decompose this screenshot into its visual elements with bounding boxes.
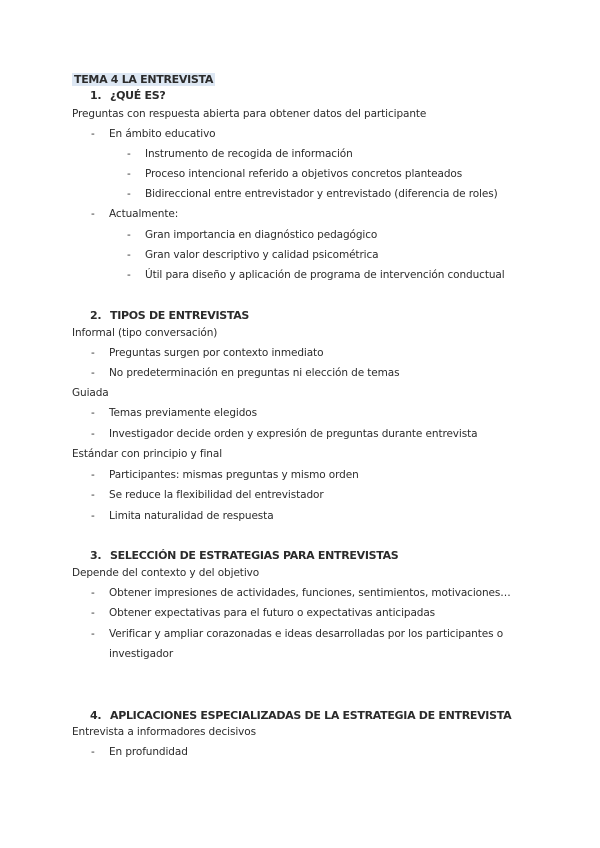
dash-bullet: - — [91, 510, 95, 522]
section-title: ¿QUÉ ES? — [110, 89, 166, 102]
list-item: Obtener expectativas para el futuro o expectativas anticipadas — [109, 607, 436, 619]
dash-bullet: - — [91, 208, 95, 220]
subsection-label: Estándar con principio y final — [72, 448, 223, 460]
dash-bullet: - — [91, 367, 95, 379]
list-item-continuation: investigador — [109, 648, 174, 660]
list-item: Útil para diseño y aplicación de programa de intervención conductual — [145, 269, 505, 281]
list-item: Investigador decide orden y expresión de preguntas durante entrevista — [109, 428, 478, 440]
list-item-ambito: En ámbito educativo — [109, 128, 216, 140]
dash-bullet: - — [127, 188, 131, 200]
section-title: TIPOS DE ENTREVISTAS — [110, 309, 250, 322]
list-item: Se reduce la flexibilidad del entrevistador — [109, 489, 324, 501]
dash-bullet: - — [127, 148, 131, 160]
dash-bullet: - — [91, 489, 95, 501]
section-1-intro: Preguntas con respuesta abierta para obtener datos del participante — [72, 108, 427, 120]
dash-bullet: - — [91, 628, 95, 640]
dash-bullet: - — [91, 347, 95, 359]
list-item: Proceso intencional referido a objetivos concretos planteados — [145, 168, 463, 180]
page-title: TEMA 4 LA ENTREVISTA — [74, 73, 214, 86]
section-4-intro: Entrevista a informadores decisivos — [72, 726, 256, 738]
dash-bullet: - — [127, 249, 131, 261]
section-number: 4. — [90, 709, 102, 722]
list-item: Verificar y ampliar corazonadas e ideas desarrolladas por los participantes o — [109, 628, 504, 640]
dash-bullet: - — [91, 428, 95, 440]
section-number: 3. — [90, 549, 102, 562]
list-item: Limita naturalidad de respuesta — [109, 510, 274, 522]
list-item-actual: Actualmente: — [109, 208, 179, 220]
list-item: Bidireccional entre entrevistador y entrevistado (diferencia de roles) — [145, 188, 498, 200]
section-title: SELECCIÓN DE ESTRATEGIAS PARA ENTREVISTAS — [110, 549, 399, 562]
section-1-heading — [90, 89, 165, 102]
dash-bullet: - — [91, 607, 95, 619]
section-title: APLICACIONES ESPECIALIZADAS DE LA ESTRATEGIA DE ENTREVISTA — [110, 709, 512, 722]
dash-bullet: - — [91, 407, 95, 419]
dash-bullet: - — [127, 229, 131, 241]
subsection-label: Informal (tipo conversación) — [72, 327, 218, 339]
dash-bullet: - — [91, 746, 95, 758]
list-item: En profundidad — [109, 746, 188, 758]
section-3-intro: Depende del contexto y del objetivo — [72, 567, 260, 579]
section-2-heading — [90, 309, 249, 322]
section-number: 2. — [90, 309, 102, 322]
section-4-heading — [90, 709, 511, 722]
list-item: Participantes: mismas preguntas y mismo orden — [109, 469, 359, 481]
dash-bullet: - — [127, 269, 131, 281]
list-item: Preguntas surgen por contexto inmediato — [109, 347, 324, 359]
list-item: Gran importancia en diagnóstico pedagógico — [145, 229, 378, 241]
subsection-label: Guiada — [72, 387, 109, 399]
list-item: Gran valor descriptivo y calidad psicométrica — [145, 249, 379, 261]
section-3-heading — [90, 549, 398, 562]
list-item: Instrumento de recogida de información — [145, 148, 353, 160]
list-item: Obtener impresiones de actividades, funciones, sentimientos, motivaciones… — [109, 587, 511, 599]
dash-bullet: - — [127, 168, 131, 180]
list-item: Temas previamente elegidos — [109, 407, 257, 419]
dash-bullet: - — [91, 469, 95, 481]
dash-bullet: - — [91, 587, 95, 599]
dash-bullet: - — [91, 128, 95, 140]
list-item: No predeterminación en preguntas ni elección de temas — [109, 367, 400, 379]
section-number: 1. — [90, 89, 102, 102]
